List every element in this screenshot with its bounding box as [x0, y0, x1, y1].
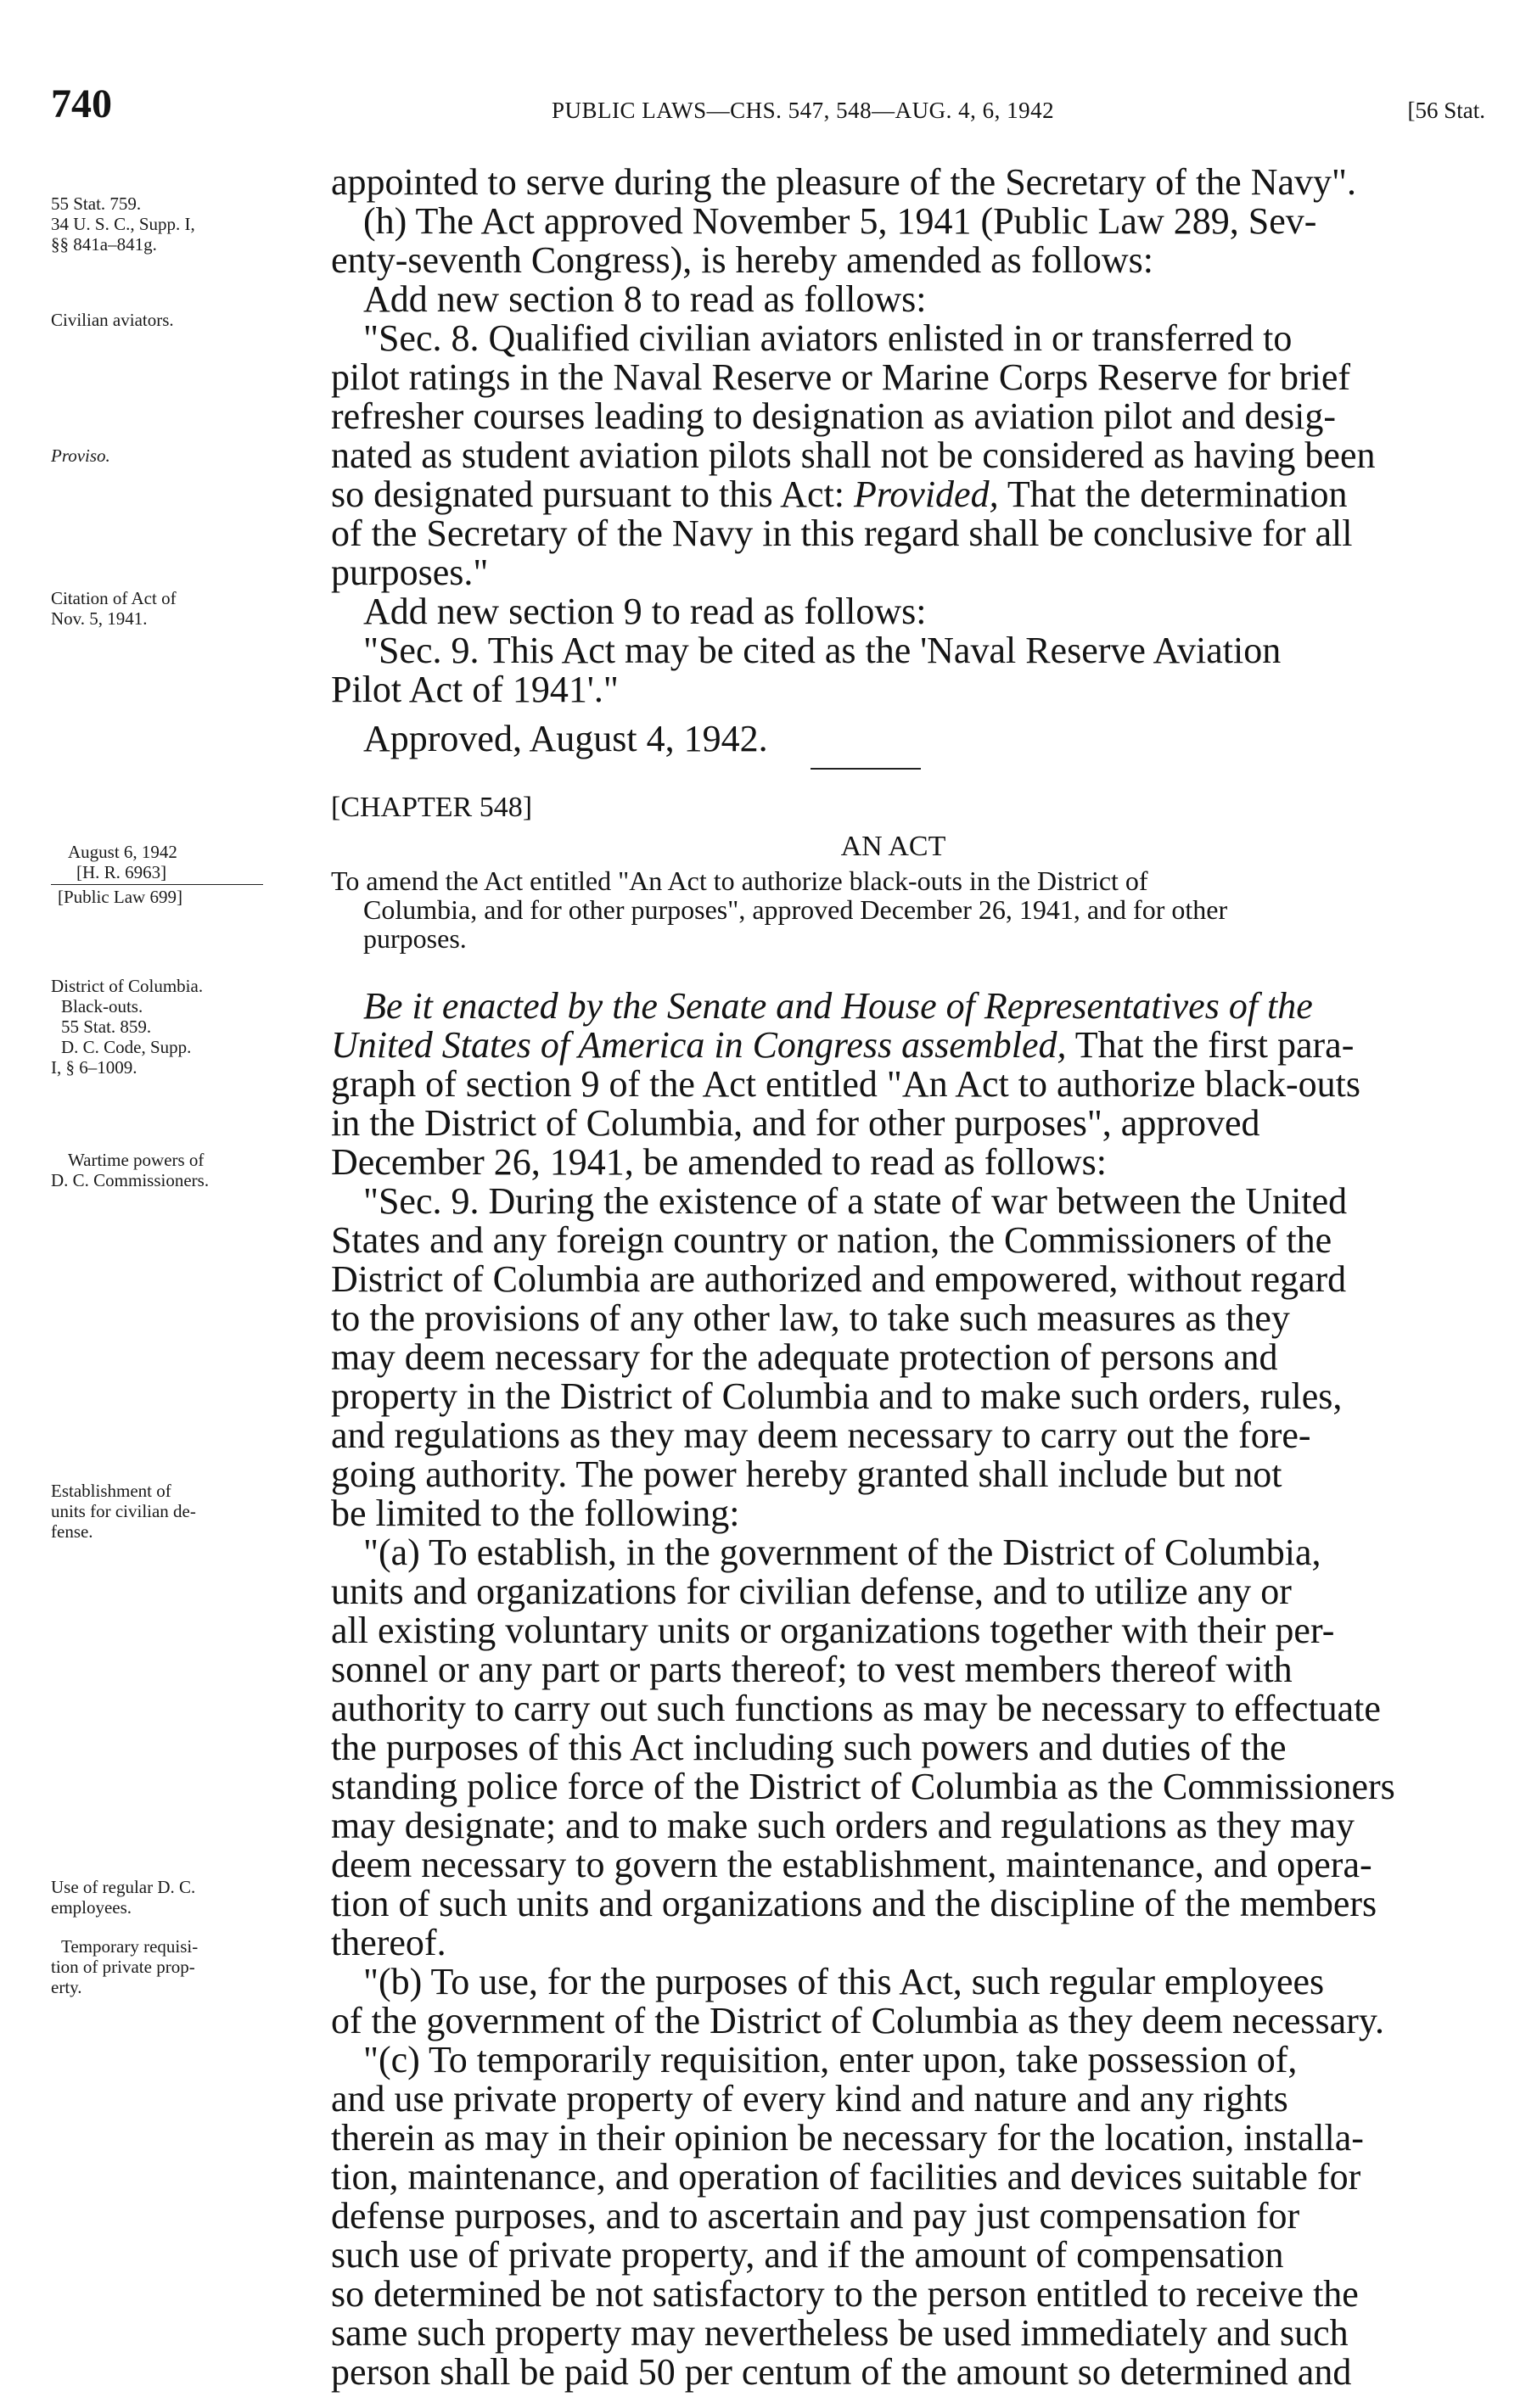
margin-proviso [51, 445, 306, 466]
chapter-label: [CHAPTER 548] [331, 792, 533, 823]
text-line: all existing voluntary units or organizations together with their per- [331, 1610, 1335, 1651]
text-line: "Sec. 9. This Act may be cited as the 'Naval Reserve Aviation [363, 630, 1282, 671]
margin-line: Proviso. [51, 445, 110, 466]
text-line: therein as may in their opinion be necessary for the location, installa- [331, 2117, 1364, 2159]
text-span: so designated pursuant to this Act: [331, 473, 844, 515]
margin-line: tion of private prop- [51, 1957, 195, 1977]
margin-line: fense. [51, 1521, 93, 1542]
text-line: so determined be not satisfactory to the person entitled to receive the [331, 2273, 1359, 2315]
text-line: purposes." [331, 552, 489, 593]
margin-establishment [51, 1481, 306, 1542]
page-number: 740 [51, 81, 112, 126]
margin-line: August 6, 1942 [68, 842, 177, 862]
chapter-547-text [331, 163, 1456, 759]
text-line: may deem necessary for the adequate protection of persons and [331, 1336, 1278, 1378]
text-line: (h) The Act approved November 5, 1941 (Public Law 289, Sev- [363, 200, 1317, 242]
text-line: Pilot Act of 1941'." [331, 669, 619, 710]
text-line: deem necessary to govern the establishment, maintenance, and opera- [331, 1844, 1372, 1885]
margin-line: Nov. 5, 1941. [51, 608, 148, 629]
act-title: AN ACT [840, 831, 946, 862]
approval-line: Approved, August 4, 1942. [363, 718, 768, 759]
text-line: defense purposes, and to ascertain and pay just compensation for [331, 2195, 1300, 2237]
margin-dc-notes [51, 976, 306, 1078]
text-line: of the Secretary of the Navy in this regard shall be conclusive for all [331, 512, 1353, 554]
text-line: States and any foreign country or nation, the Commissioners of the [331, 1219, 1332, 1261]
running-head: PUBLIC LAWS—CHS. 547, 548—AUG. 4, 6, 1942 [552, 98, 1055, 123]
text-line: thereof. [331, 1922, 446, 1963]
text-line: authority to carry out such functions as may be necessary to effectuate [331, 1688, 1381, 1729]
margin-line: Citation of Act of [51, 588, 177, 608]
text-line: "(a) To establish, in the government of the District of Columbia, [363, 1532, 1321, 1573]
text-line: going authority. The power hereby granted shall include but not [331, 1453, 1282, 1495]
text-line: of the government of the District of Columbia as they deem necessary. [331, 2000, 1385, 2041]
text-line: "(b) To use, for the purposes of this Act, such regular employees [363, 1961, 1325, 2002]
text-line: property in the District of Columbia and to make such orders, rules, [331, 1375, 1343, 1417]
text-line: units and organizations for civilian defense, and to utilize any or [331, 1571, 1292, 1612]
margin-line: Establishment of [51, 1481, 171, 1501]
text-line: be limited to the following: [331, 1492, 740, 1534]
margin-bill-info [51, 842, 306, 907]
text-line: refresher courses leading to designation as aviation pilot and desig- [331, 395, 1336, 437]
margin-line: D. C. Code, Supp. [61, 1037, 192, 1057]
margin-line: units for civilian de- [51, 1501, 196, 1521]
margin-line: Temporary requisi- [61, 1936, 199, 1957]
purpose-line: To amend the Act entitled "An Act to authorize black-outs in the District of [331, 865, 1148, 896]
text-line: Add new section 8 to read as follows: [363, 278, 927, 320]
margin-temporary [51, 1936, 306, 1997]
section-divider [811, 768, 921, 770]
margin-line: D. C. Commissioners. [51, 1170, 210, 1190]
text-line: the purposes of this Act including such powers and duties of the [331, 1727, 1287, 1768]
margin-line: employees. [51, 1897, 132, 1918]
enacting-line [331, 1026, 1456, 1065]
chapter-548-heading [331, 793, 1456, 953]
margin-wartime-powers [51, 1150, 306, 1190]
text-line: appointed to serve during the pleasure of the Secretary of the Navy". [331, 161, 1356, 203]
margin-line: 55 Stat. 759. [51, 193, 142, 214]
margin-line: Black-outs. [61, 996, 143, 1016]
text-line: person shall be paid 50 per centum of the amount so determined and [331, 2351, 1352, 2393]
margin-line: §§ 841a–841g. [51, 234, 157, 255]
text-line: "(c) To temporarily requisition, enter upon, take possession of, [363, 2039, 1298, 2080]
text-line: December 26, 1941, be amended to read as follows: [331, 1141, 1107, 1183]
text-line: tion of such units and organizations and the discipline of the members [331, 1883, 1377, 1924]
margin-civilian-aviators [51, 310, 306, 330]
margin-line: Wartime powers of [68, 1150, 205, 1170]
margin-line: District of Columbia. [51, 976, 204, 996]
text-span: That the determination [1007, 473, 1348, 515]
margin-line: erty. [51, 1977, 82, 1997]
margin-line: 34 U. S. C., Supp. I, [51, 214, 195, 234]
margin-use-regular [51, 1877, 306, 1918]
text-line: and regulations as they may deem necessary to carry out the fore- [331, 1414, 1311, 1456]
text-line: standing police force of the District of Columbia as the Commissioners [331, 1766, 1395, 1807]
text-span: That the first para- [1074, 1024, 1355, 1066]
margin-line: Civilian aviators. [51, 310, 174, 330]
text-line: sonnel or any part or parts thereof; to vest members thereof with [331, 1649, 1293, 1690]
text-line: pilot ratings in the Naval Reserve or Marine Corps Reserve for brief [331, 356, 1351, 398]
text-line: enty-seventh Congress), is hereby amended as follows: [331, 239, 1153, 281]
margin-line: [Public Law 699] [58, 887, 182, 907]
text-line: Add new section 9 to read as follows: [363, 591, 927, 632]
text-line: "Sec. 8. Qualified civilian aviators enlisted in or transferred to [363, 317, 1293, 359]
purpose-line: purposes. [363, 923, 467, 954]
margin-line: I, § 6–1009. [51, 1057, 137, 1078]
text-line: same such property may nevertheless be used immediately and such [331, 2312, 1349, 2354]
proviso-line [331, 475, 1456, 514]
text-line: District of Columbia are authorized and empowered, without regard [331, 1258, 1347, 1300]
page-header [51, 81, 1485, 132]
enacting-clause: United States of America in Congress assembled, [331, 1024, 1067, 1066]
volume-reference: [56 Stat. [1407, 98, 1485, 123]
enacting-clause: Be it enacted by the Senate and House of Representatives of the [363, 985, 1313, 1027]
text-line: tion, maintenance, and operation of facilities and devices suitable for [331, 2156, 1361, 2198]
margin-line: Use of regular D. C. [51, 1877, 196, 1897]
margin-rule [51, 884, 263, 885]
margin-citation-top [51, 193, 306, 255]
margin-citation-act [51, 588, 306, 629]
text-line: in the District of Columbia, and for other purposes", approved [331, 1102, 1260, 1144]
proviso-word: Provided, [853, 473, 999, 515]
chapter-548-body [331, 987, 1456, 2392]
text-line: to the provisions of any other law, to take such measures as they [331, 1297, 1290, 1339]
text-line: such use of private property, and if the amount of compensation [331, 2234, 1284, 2276]
margin-line: 55 Stat. 859. [61, 1016, 152, 1037]
text-line: nated as student aviation pilots shall not be considered as having been [331, 434, 1376, 476]
text-line: may designate; and to make such orders and regulations as they may [331, 1805, 1355, 1846]
text-line: and use private property of every kind and nature and any rights [331, 2078, 1288, 2120]
purpose-line: Columbia, and for other purposes", approved December 26, 1941, and for other [363, 894, 1228, 925]
text-line: graph of section 9 of the Act entitled "An Act to authorize black-outs [331, 1063, 1360, 1105]
text-line: "Sec. 9. During the existence of a state of war between the United [363, 1180, 1348, 1222]
margin-line: [H. R. 6963] [76, 862, 167, 882]
